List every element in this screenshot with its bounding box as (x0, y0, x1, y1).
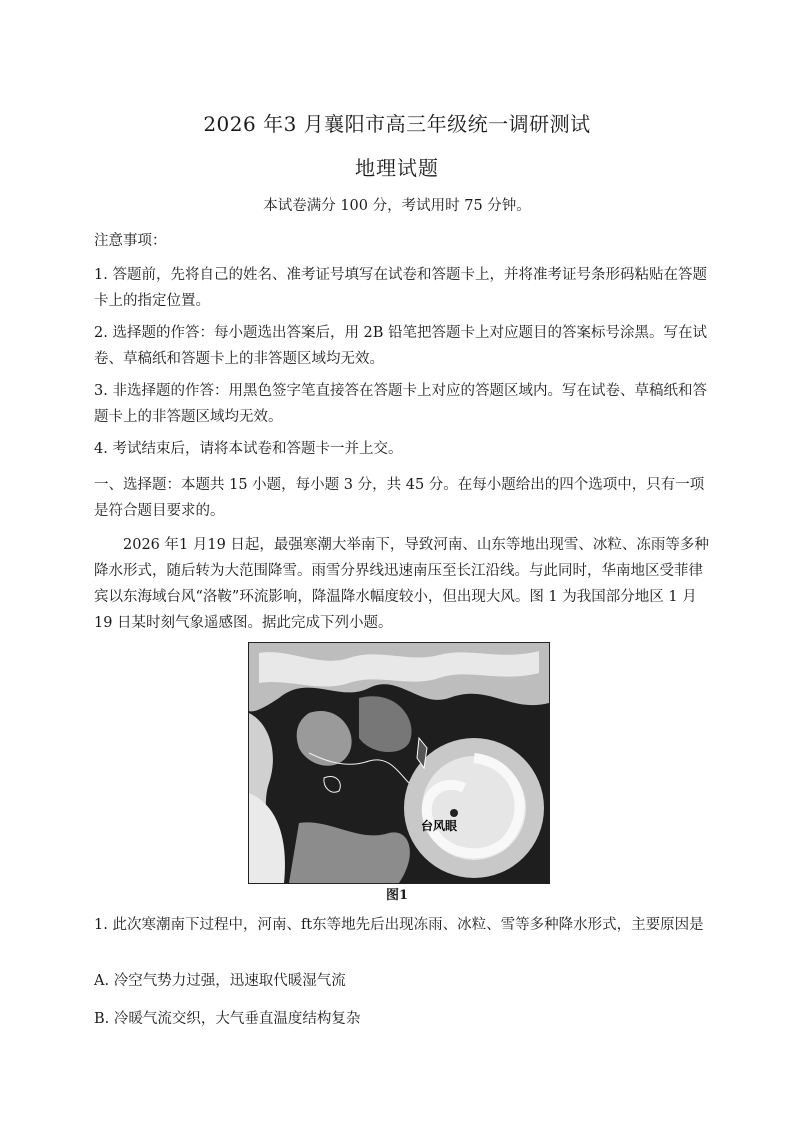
notes-heading: 注意事项： (94, 233, 167, 249)
exam-info: 本试卷满分 100 分，考试用时 75 分钟。 (263, 198, 531, 214)
satellite-cloud-map (249, 643, 549, 883)
note-item: 4. 考试结束后，请将本试卷和答题卡一并上交。 (94, 441, 403, 457)
note-item: 2. 选择题的作答：每小题选出答案后，用 2B 铅笔把答题卡上对应题目的答案标号涂黑。写在试卷、草稿纸和答题卡上的非答题区域均无效。 (94, 325, 708, 367)
note-item: 1. 答题前，先将自己的姓名、准考证号填写在试卷和答题卡上，并将准考证号条形码粘贴在答题卡上的指定位置。 (94, 267, 707, 309)
figure-caption: 图1 (385, 888, 409, 903)
exam-title: 2026 年3 月襄阳市高三年级统一调研测试 (203, 112, 591, 136)
section-heading: 一、选择题：本题共 15 小题，每小题 3 分，共 45 分。在每小题给出的四个选项中，只有一项是符合题目要求的。 (94, 477, 705, 519)
satellite-image (248, 642, 550, 884)
question-stem: 1. 此次寒潮南下过程中，河南、ft东等地先后出现冻雨、冰粒、雪等多种降水形式，主要原因是 (94, 917, 704, 933)
exam-subject: 地理试题 (355, 156, 439, 180)
answer-option: A. 冷空气势力过强，迅速取代暖湿气流 (94, 973, 346, 989)
answer-option: B. 冷暖气流交织，大气垂直温度结构复杂 (94, 1011, 361, 1027)
note-item: 3. 非选择题的作答：用黑色签字笔直接答在答题卡上对应的答题区域内。写在试卷、草稿纸和答题卡上的非答题区域均无效。 (94, 383, 707, 425)
question-intro: 2026 年1 月19 日起，最强寒潮大举南下，导致河南、山东等地出现雪、冰粒、冻雨等多种降水形式，随后转为大范围降雪。雨雪分界线迅速南压至长江沿线。与此同时，华南地区受菲律宾以东海域台风“洛鞍”环流影响，降温降水幅度较小，但出现大风。图 1 为我国部分地区 1 月19 日某时刻气象遥感图。据此完成下列小题。 (94, 537, 709, 631)
typhoon-eye-label: 台风眼 (421, 819, 458, 833)
